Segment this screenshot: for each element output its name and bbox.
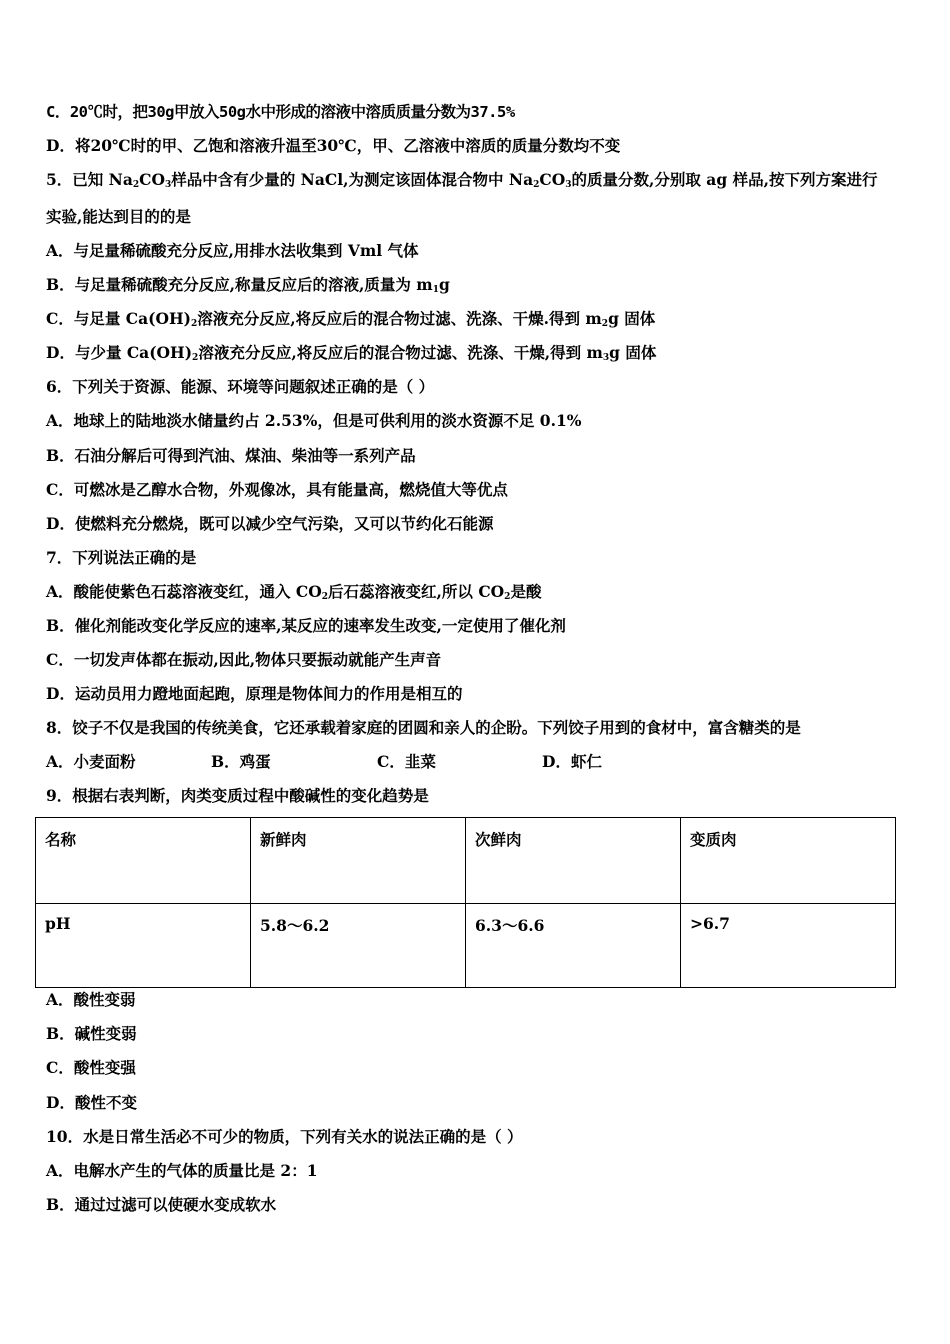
q5-option-d: D．与少量 $Ca(OH)_2$溶液充分反应,将反应后的混合物过滤、洗涤、干燥,得到 $m_3g$ 固体 xyxy=(46,343,657,363)
q8-option-d: D．虾仁 xyxy=(542,752,602,771)
table-cell: 6.3～6.6 xyxy=(466,904,681,988)
q6-option-d: D．使燃料充分燃烧，既可以减少空气污染，又可以节约化石能源 xyxy=(46,514,494,533)
line-q4-option-c: C．20℃时，把30g甲放入50g水中形成的溶液中溶质质量分数为37.5% xyxy=(46,103,515,121)
table-row xyxy=(36,904,896,988)
table-cell: 名称 xyxy=(36,818,251,904)
q8-option-c: C．韭菜 xyxy=(377,752,436,771)
q6-option-b: B．石油分解后可得到汽油、煤油、柴油等一系列产品 xyxy=(46,446,416,465)
q8-option-b: B．鸡蛋 xyxy=(211,752,271,771)
q5-option-b: B．与足量稀硫酸充分反应,称量反应后的溶液,质量为 $m_1g$ xyxy=(46,275,450,295)
q8-option-a: A．小麦面粉 xyxy=(46,752,136,771)
q6-stem: 6．下列关于资源、能源、环境等问题叙述正确的是（ ） xyxy=(46,377,435,396)
q10-stem: 10．水是日常生活必不可少的物质，下列有关水的说法正确的是（ ） xyxy=(46,1127,523,1146)
table-cell: >6.7 xyxy=(681,904,896,988)
table-cell: 变质肉 xyxy=(681,818,896,904)
table-cell: 新鲜肉 xyxy=(251,818,466,904)
q9-stem: 9．根据右表判断，肉类变质过程中酸碱性的变化趋势是 xyxy=(46,786,429,805)
q7-option-b: B．催化剂能改变化学反应的速率,某反应的速率发生改变,一定使用了催化剂 xyxy=(46,616,566,635)
table-cell: pH xyxy=(36,904,251,988)
q9-option-c: C．酸性变强 xyxy=(46,1058,136,1077)
q6-option-a: A．地球上的陆地淡水储量约占 2.53%，但是可供利用的淡水资源不足 0.1% xyxy=(46,411,582,430)
q9-option-a: A．酸性变弱 xyxy=(46,990,136,1009)
q5-stem-cont: 实验,能达到目的的是 xyxy=(46,207,191,226)
q7-option-d: D．运动员用力蹬地面起跑，原理是物体间力的作用是相互的 xyxy=(46,684,463,703)
q10-option-a: A．电解水产生的气体的质量比是 2：1 xyxy=(46,1161,318,1180)
q9-option-b: B．碱性变弱 xyxy=(46,1024,137,1043)
table-cell: 5.8～6.2 xyxy=(251,904,466,988)
q6-option-c: C．可燃冰是乙醇水合物，外观像冰，具有能量高，燃烧值大等优点 xyxy=(46,480,508,499)
table-cell: 次鲜肉 xyxy=(466,818,681,904)
line-q4-option-d: D．将20℃时的甲、乙饱和溶液升温至30℃，甲、乙溶液中溶质的质量分数均不变 xyxy=(46,136,621,155)
q5-stem: 5．已知 $Na_2CO_3$样品中含有少量的 NaCl,为测定该固体混合物中 $Na_2CO_3$的质量分数,分别取 ag 样品,按下列方案进行 xyxy=(46,170,878,190)
table-header-row xyxy=(36,818,896,904)
q7-option-c: C．一切发声体都在振动,因此,物体只要振动就能产生声音 xyxy=(46,650,442,669)
q9-option-d: D．酸性不变 xyxy=(46,1093,137,1112)
q7-stem: 7．下列说法正确的是 xyxy=(46,548,197,567)
q5-option-a: A．与足量稀硫酸充分反应,用排水法收集到 Vml 气体 xyxy=(46,241,419,260)
q8-stem: 8．饺子不仅是我国的传统美食，它还承载着家庭的团圆和亲人的企盼。下列饺子用到的食材中，富含糖类的是 xyxy=(46,718,801,737)
ph-table xyxy=(35,817,896,988)
q10-option-b: B．通过过滤可以使硬水变成软水 xyxy=(46,1195,277,1214)
q7-option-a: A．酸能使紫色石蕊溶液变红，通入 $CO_2$后石蕊溶液变红,所以 $CO_2$是酸 xyxy=(46,582,542,602)
q5-option-c: C．与足量 $Ca(OH)_2$溶液充分反应,将反应后的混合物过滤、洗涤、干燥.得到 $m_2g$ 固体 xyxy=(46,309,656,329)
